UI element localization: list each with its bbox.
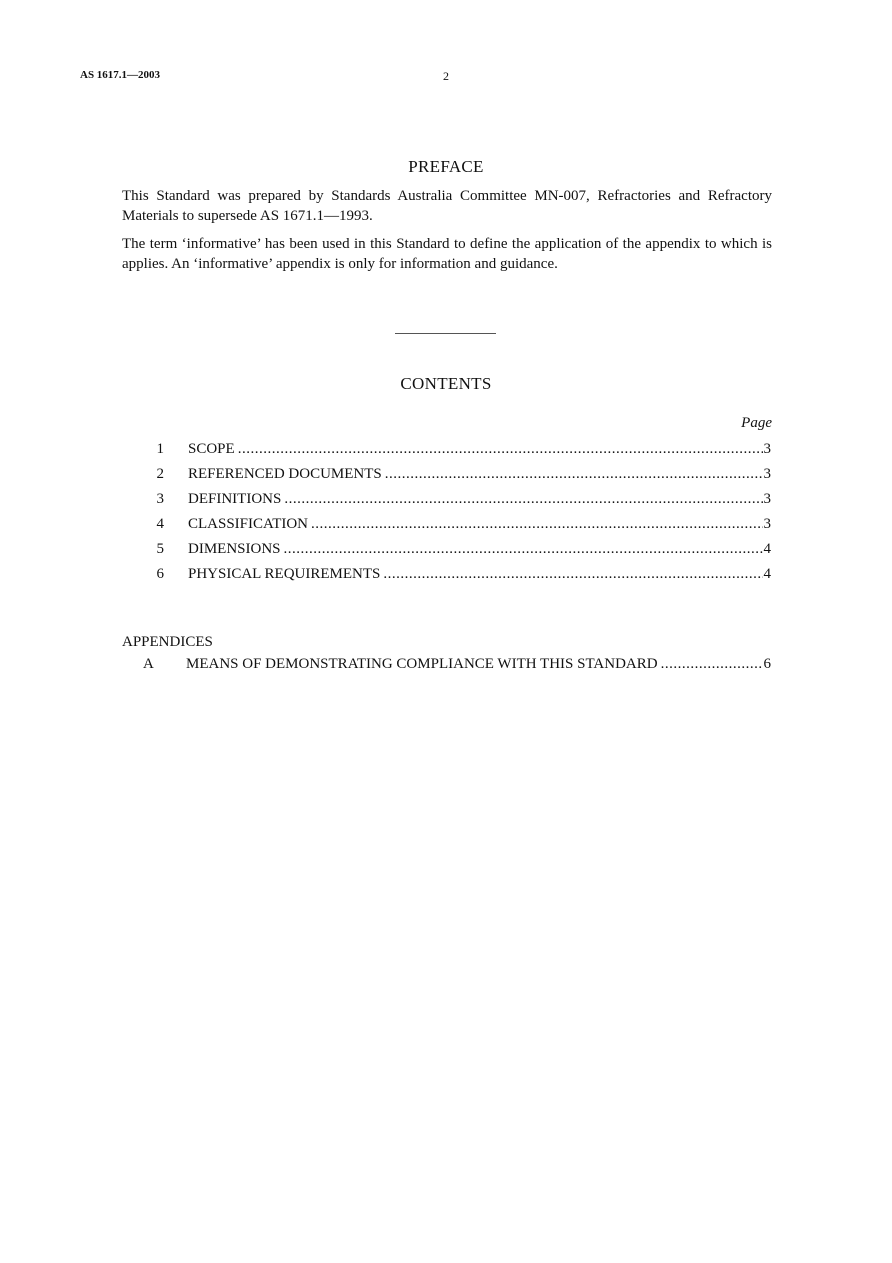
dot-leader [661, 654, 763, 674]
toc-entry-page: 3 [763, 441, 771, 457]
appendices-heading: APPENDICES [122, 634, 213, 650]
toc-entry-page: 4 [763, 541, 771, 557]
toc-entry-page: 3 [763, 516, 771, 532]
preface-paragraph: This Standard was prepared by Standards Australia Committee MN-007, Refractories and Refractory Materials to supersede AS 1671.1—1993. [122, 188, 772, 224]
toc-entry-page: 3 [763, 491, 771, 507]
toc-entry-title: DEFINITIONS [188, 491, 282, 507]
appendix-page: 6 [763, 656, 771, 672]
toc-entry-number: 3 [156, 491, 164, 507]
toc-entry-number: 5 [156, 541, 164, 557]
toc-entry-title: CLASSIFICATION [188, 516, 309, 532]
appendix-letter: A [143, 656, 154, 672]
appendix-title: MEANS OF DEMONSTRATING COMPLIANCE WITH THIS STANDARD [186, 656, 658, 672]
dot-leader [383, 564, 762, 584]
dot-leader [284, 489, 762, 509]
document-id: AS 1617.1—2003 [80, 69, 161, 81]
toc-entry-title: SCOPE [188, 441, 235, 457]
toc-entry[interactable] [0, 539, 892, 559]
dot-leader [311, 514, 762, 534]
toc-entry-page: 4 [763, 566, 771, 582]
toc-entry-title: REFERENCED DOCUMENTS [188, 466, 382, 482]
toc-entry-number: 1 [156, 441, 164, 457]
contents-title: CONTENTS [400, 374, 492, 393]
preface-title: PREFACE [408, 157, 484, 176]
toc-entry[interactable] [0, 564, 892, 584]
toc-entry-number: 6 [156, 566, 164, 582]
dot-leader [238, 439, 763, 459]
appendix-entry[interactable] [0, 654, 892, 674]
toc-entry-title: PHYSICAL REQUIREMENTS [188, 566, 381, 582]
page-column-label: Page [741, 415, 772, 431]
dot-leader [385, 464, 763, 484]
dot-leader [284, 539, 763, 559]
page-number: 2 [443, 69, 449, 83]
toc-entry-number: 2 [156, 466, 164, 482]
toc-entry-number: 4 [156, 516, 164, 532]
toc-entry[interactable] [0, 464, 892, 484]
toc-entry[interactable] [0, 489, 892, 509]
toc-entry[interactable] [0, 439, 892, 459]
toc-entry-page: 3 [763, 466, 771, 482]
section-divider [395, 333, 496, 334]
toc-entry[interactable] [0, 514, 892, 534]
preface-paragraph: The term ‘informative’ has been used in this Standard to define the application of the appendix to which is applies. An ‘informative’ appendix is only for information and guidance. [122, 236, 772, 272]
toc-entry-title: DIMENSIONS [188, 541, 281, 557]
